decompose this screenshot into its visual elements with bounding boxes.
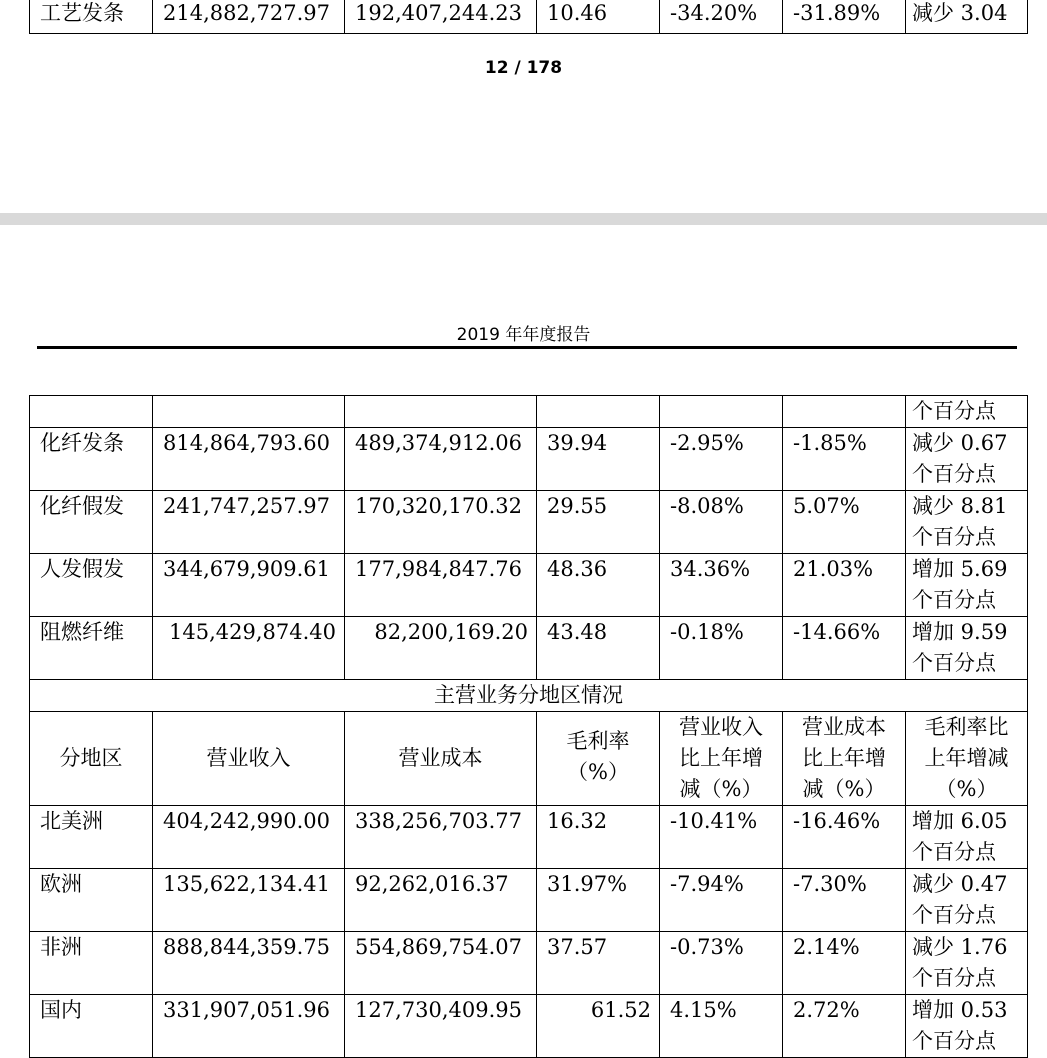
header-row xyxy=(30,712,1028,806)
cost-cell: 489,374,912.06 xyxy=(345,428,537,491)
rev-change-cell: -8.08% xyxy=(660,491,783,554)
rev-change-cell: -0.18% xyxy=(660,617,783,680)
page-separator xyxy=(0,213,1047,225)
col-header-rev-change: 营业收入 比上年增 减（%） xyxy=(660,712,783,806)
table-row xyxy=(30,932,1028,995)
cost-change-cell: 21.03% xyxy=(783,554,906,617)
margin-change-cell: 个百分点 xyxy=(906,396,1028,428)
table-row xyxy=(30,491,1028,554)
cost-change-cell: -7.30% xyxy=(783,869,906,932)
cost-cell: 554,869,754.07 xyxy=(345,932,537,995)
revenue-table xyxy=(29,395,1028,1058)
region-cell: 国内 xyxy=(30,995,153,1058)
margin-cell: 37.57 xyxy=(537,932,660,995)
rev-change-cell: -0.73% xyxy=(660,932,783,995)
col-header-region: 分地区 xyxy=(30,712,153,806)
margin-change-cell: 减少 3.04 xyxy=(906,0,1028,34)
page-13 xyxy=(0,225,1047,1053)
rev-change-cell: 34.36% xyxy=(660,554,783,617)
revenue-cell: 214,882,727.97 xyxy=(153,0,345,34)
rev-change-cell: 4.15% xyxy=(660,995,783,1058)
rev-change-cell: -34.20% xyxy=(660,0,783,34)
margin-change-cell: 减少 0.47 个百分点 xyxy=(906,869,1028,932)
cost-change-cell: 5.07% xyxy=(783,491,906,554)
margin-change-cell: 减少 0.67 个百分点 xyxy=(906,428,1028,491)
revenue-cell: 344,679,909.61 xyxy=(153,554,345,617)
margin-change-cell: 增加 9.59 个百分点 xyxy=(906,617,1028,680)
revenue-cell: 331,907,051.96 xyxy=(153,995,345,1058)
col-header-margin-change: 毛利率比 上年增减 （%） xyxy=(906,712,1028,806)
margin-cell: 39.94 xyxy=(537,428,660,491)
margin-cell: 16.32 xyxy=(537,806,660,869)
margin-cell: 10.46 xyxy=(537,0,660,34)
header-rule xyxy=(37,346,1017,349)
col-header-cost: 营业成本 xyxy=(345,712,537,806)
region-cell: 非洲 xyxy=(30,932,153,995)
page-12 xyxy=(0,0,1047,213)
region-cell: 欧洲 xyxy=(30,869,153,932)
col-header-revenue: 营业收入 xyxy=(153,712,345,806)
rev-change-cell: -2.95% xyxy=(660,428,783,491)
cost-change-cell: -14.66% xyxy=(783,617,906,680)
margin-cell: 43.48 xyxy=(537,617,660,680)
section-row xyxy=(30,680,1028,712)
col-header-margin: 毛利率 （%） xyxy=(537,712,660,806)
cost-cell: 177,984,847.76 xyxy=(345,554,537,617)
item-cell: 化纤假发 xyxy=(30,491,153,554)
table-row xyxy=(30,995,1028,1058)
item-cell: 工艺发条 xyxy=(30,0,153,34)
page-number: 12 / 178 xyxy=(484,58,563,78)
cost-change-cell: -16.46% xyxy=(783,806,906,869)
margin-cell: 29.55 xyxy=(537,491,660,554)
margin-change-cell: 增加 5.69 个百分点 xyxy=(906,554,1028,617)
cost-cell: 170,320,170.32 xyxy=(345,491,537,554)
revenue-cell: 145,429,874.40 xyxy=(153,617,345,680)
margin-change-cell: 减少 8.81 个百分点 xyxy=(906,491,1028,554)
item-cell: 阻燃纤维 xyxy=(30,617,153,680)
cost-change-cell: 2.14% xyxy=(783,932,906,995)
cost-cell: 338,256,703.77 xyxy=(345,806,537,869)
report-header: 2019 年年度报告 xyxy=(456,325,591,345)
table-row xyxy=(30,396,1028,428)
margin-cell: 61.52 xyxy=(537,995,660,1058)
cost-change-cell: -1.85% xyxy=(783,428,906,491)
cost-change-cell: -31.89% xyxy=(783,0,906,34)
revenue-cell: 241,747,257.97 xyxy=(153,491,345,554)
region-cell: 北美洲 xyxy=(30,806,153,869)
margin-change-cell: 增加 6.05 个百分点 xyxy=(906,806,1028,869)
revenue-cell: 135,622,134.41 xyxy=(153,869,345,932)
cost-change-cell: 2.72% xyxy=(783,995,906,1058)
rev-change-cell: -7.94% xyxy=(660,869,783,932)
item-cell: 化纤发条 xyxy=(30,428,153,491)
margin-change-cell: 减少 1.76 个百分点 xyxy=(906,932,1028,995)
margin-cell: 31.97% xyxy=(537,869,660,932)
item-cell: 人发假发 xyxy=(30,554,153,617)
table-row xyxy=(30,0,1028,34)
product-table-tail xyxy=(29,0,1028,34)
cost-cell: 82,200,169.20 xyxy=(345,617,537,680)
table-row xyxy=(30,806,1028,869)
table-row xyxy=(30,554,1028,617)
rev-change-cell: -10.41% xyxy=(660,806,783,869)
table-row xyxy=(30,617,1028,680)
cost-cell: 92,262,016.37 xyxy=(345,869,537,932)
col-header-cost-change: 营业成本 比上年增 减（%） xyxy=(783,712,906,806)
table-row xyxy=(30,428,1028,491)
section-title: 主营业务分地区情况 xyxy=(30,680,1028,712)
margin-cell: 48.36 xyxy=(537,554,660,617)
revenue-cell: 888,844,359.75 xyxy=(153,932,345,995)
cost-cell: 192,407,244.23 xyxy=(345,0,537,34)
revenue-cell: 404,242,990.00 xyxy=(153,806,345,869)
table-row xyxy=(30,869,1028,932)
cost-cell: 127,730,409.95 xyxy=(345,995,537,1058)
margin-change-cell: 增加 0.53 个百分点 xyxy=(906,995,1028,1058)
revenue-cell: 814,864,793.60 xyxy=(153,428,345,491)
